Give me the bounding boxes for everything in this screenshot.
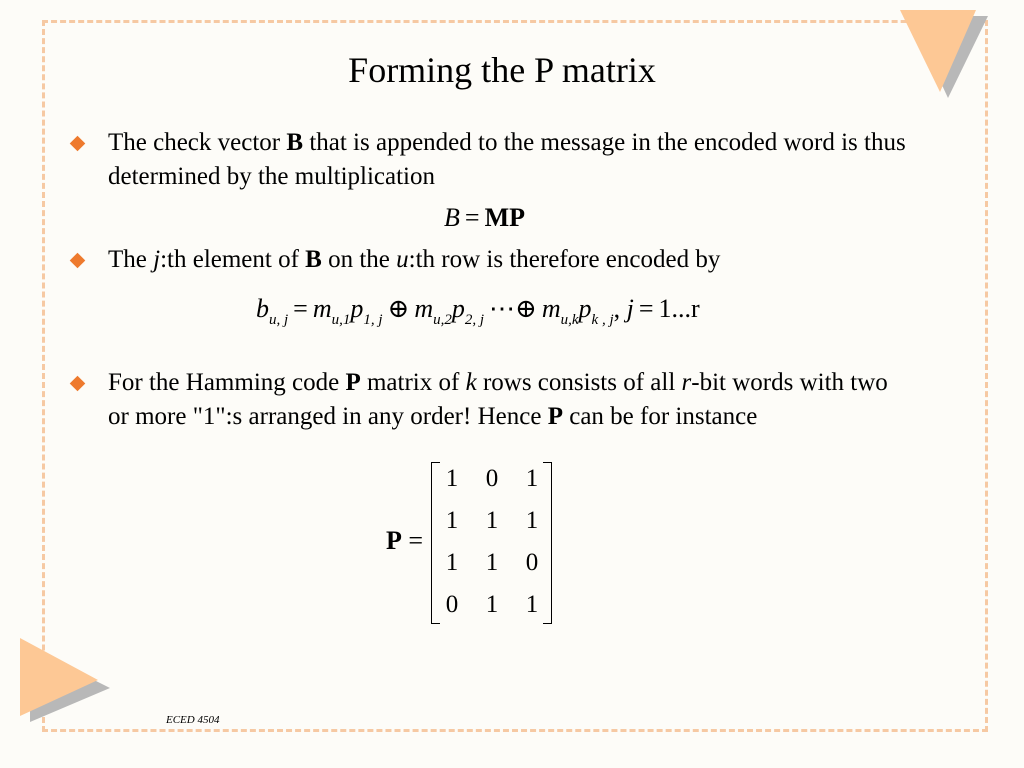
slide-title: Forming the P matrix [348, 50, 656, 90]
matrix-cell: 0 [525, 549, 539, 576]
matrix-cell: 1 [485, 549, 499, 576]
matrix-cell: 0 [485, 465, 499, 492]
matrix-cell: 1 [525, 507, 539, 534]
matrix-cell: 1 [485, 591, 499, 618]
bullet-1: The check vector B that is appended to the message in the encoded word is thus determined by the multiplication [108, 129, 906, 190]
matrix-label: P = [386, 526, 424, 555]
matrix-cell: 1 [525, 591, 539, 618]
equation-encoding: $b_{u, j} = m_{u,1}p_{1, j}$ ⊕ $m_{u,2}p_{2, j}$ ⋯⊕ $m_{u,k}p_{k , j}$, j = 1...r [256, 294, 700, 328]
bullet-2: The j:th element of B on the u:th row is therefore encoded by [108, 246, 721, 273]
matrix-cell: 1 [445, 465, 459, 492]
matrix-cell: 1 [445, 549, 459, 576]
matrix-cell: 1 [525, 465, 539, 492]
p-matrix [386, 462, 566, 624]
matrix-cell: 1 [445, 507, 459, 534]
bullet-3: For the Hamming code P matrix of k rows consists of all r-bit words with two or more "1":s arranged in any order! Hence P can be for instance [108, 369, 888, 430]
matrix-cell: 0 [445, 591, 459, 618]
footer-course-code: ECED 4504 [166, 714, 220, 726]
triangle-right-icon [18, 636, 114, 728]
equation-b-eq-mp: B = MP [444, 203, 525, 232]
matrix-cell: 1 [485, 507, 499, 534]
